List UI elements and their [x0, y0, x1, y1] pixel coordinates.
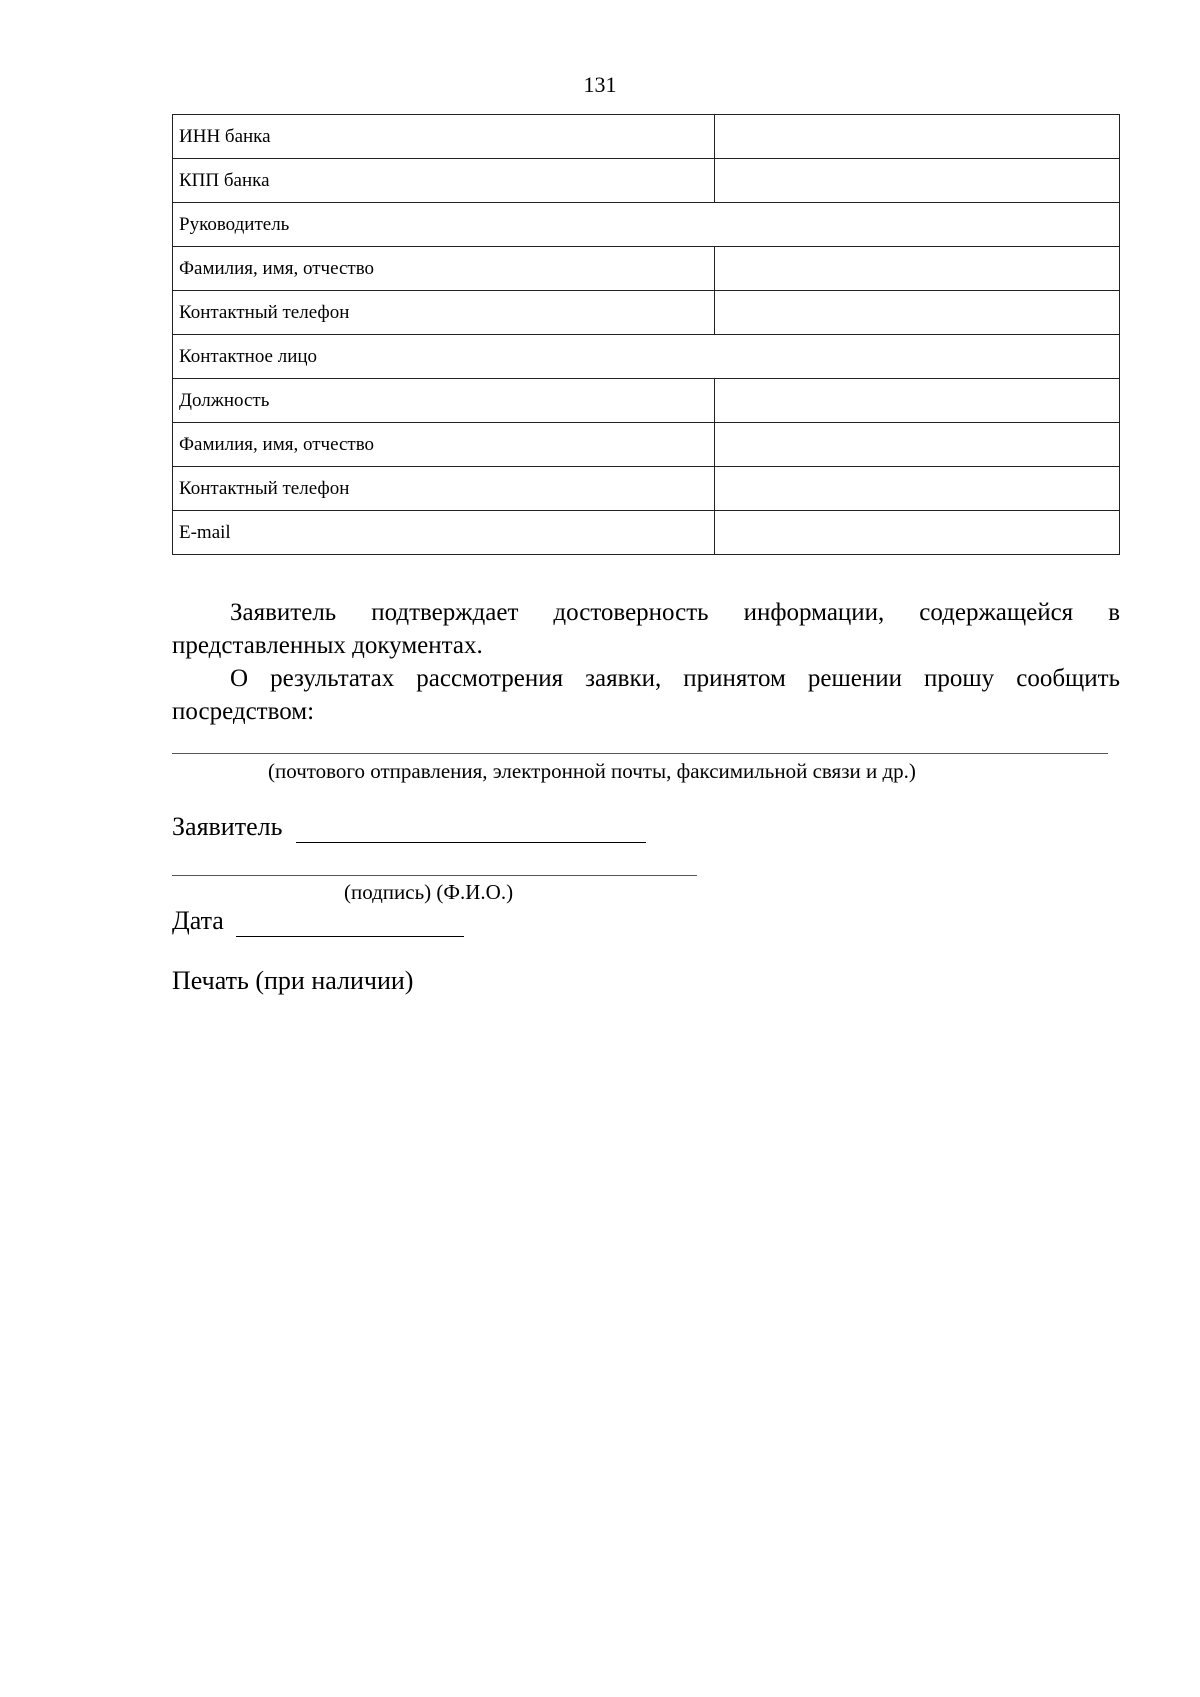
- table-row: [173, 335, 1120, 379]
- signature-caption: (подпись) (Ф.И.О.): [344, 880, 514, 904]
- row-value-field[interactable]: [715, 423, 1120, 467]
- notification-line-2: посредством:: [172, 698, 315, 725]
- table-row: [173, 423, 1120, 467]
- row-value-field[interactable]: [715, 467, 1120, 511]
- requisites-table: [172, 114, 1120, 555]
- notification-method-caption: (почтового отправления, электронной почты, факсимильной связи и др.): [268, 759, 916, 783]
- table-row: [173, 159, 1120, 203]
- date-label: Дата: [172, 906, 224, 935]
- applicant-label: Заявитель: [172, 812, 283, 841]
- page-number: 131: [583, 72, 617, 97]
- row-value-field[interactable]: [715, 115, 1120, 159]
- table-row: [173, 203, 1120, 247]
- applicant-underline[interactable]: [296, 842, 646, 843]
- table-row: [173, 467, 1120, 511]
- row-label: Фамилия, имя, отчество: [173, 423, 715, 467]
- row-label: Контактный телефон: [173, 291, 715, 335]
- row-value-field[interactable]: [715, 247, 1120, 291]
- table-row: [173, 511, 1120, 555]
- table-row: [173, 379, 1120, 423]
- row-value-field[interactable]: [715, 511, 1120, 555]
- row-label: Должность: [173, 379, 715, 423]
- row-label: Фамилия, имя, отчество: [173, 247, 715, 291]
- row-value-field[interactable]: [715, 379, 1120, 423]
- row-label: E-mail: [173, 511, 715, 555]
- section-header: Контактное лицо: [173, 335, 1120, 379]
- confirmation-line-1: Заявитель подтверждает достоверность информации, содержащейся в: [230, 599, 1120, 626]
- section-header: Руководитель: [173, 203, 1120, 247]
- row-label: Контактный телефон: [173, 467, 715, 511]
- stamp-label: Печать (при наличии): [172, 966, 414, 995]
- notification-method-line[interactable]: [172, 753, 1108, 754]
- table-row: [173, 115, 1120, 159]
- confirmation-line-2: представленных документах.: [172, 632, 483, 659]
- row-label: ИНН банка: [173, 115, 715, 159]
- table-row: [173, 247, 1120, 291]
- date-underline[interactable]: [236, 936, 464, 937]
- table-row: [173, 291, 1120, 335]
- row-label: КПП банка: [173, 159, 715, 203]
- signature-line[interactable]: [172, 875, 697, 876]
- row-value-field[interactable]: [715, 159, 1120, 203]
- notification-line-1: О результатах рассмотрения заявки, принятом решении прошу сообщить: [230, 665, 1120, 692]
- row-value-field[interactable]: [715, 291, 1120, 335]
